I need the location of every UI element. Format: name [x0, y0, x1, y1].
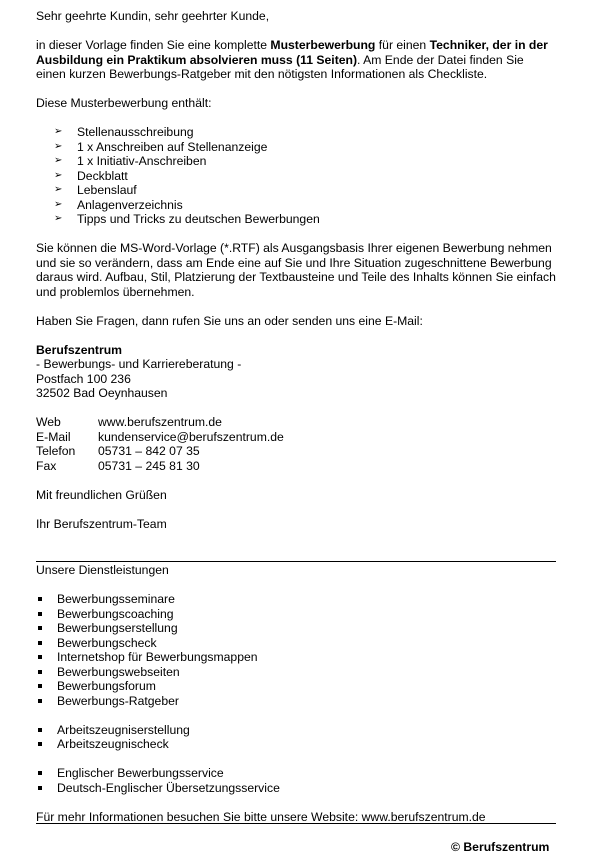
square-bullet-icon [38, 684, 42, 688]
intro-text-2: für einen [375, 38, 430, 52]
signature: Ihr Berufszentrum-Team [36, 516, 167, 531]
divider-bottom [36, 823, 556, 824]
list-item: Bewerbungserstellung [36, 621, 556, 636]
arrow-bullet-icon: ➢ [54, 169, 63, 181]
list-item: ➢ 1 x Anschreiben auf Stellenanzeige [54, 139, 268, 154]
list-item: ➢ Deckblatt [54, 168, 128, 183]
arrow-bullet-icon: ➢ [54, 213, 63, 224]
list-item: ➢ Tipps und Tricks zu deutschen Bewerbungen [54, 212, 320, 226]
services-list-2 [36, 723, 556, 752]
salutation: Sehr geehrte Kundin, sehr geehrter Kunde, [36, 9, 270, 23]
services-list-1 [36, 592, 556, 708]
intro-bold-1: Musterbewerbung [270, 38, 376, 52]
list-item: Internetshop für Bewerbungsmappen [36, 650, 556, 665]
square-bullet-icon [38, 641, 42, 645]
list-item: Bewerbungswebseiten [36, 665, 556, 680]
list-item: Bewerbungsforum [36, 679, 556, 694]
services-list-3 [36, 766, 556, 795]
list-item: ➢ Lebenslauf [54, 183, 137, 197]
intro-text-1: in dieser Vorlage finden Sie eine komplette [36, 38, 271, 52]
intro-paragraph [36, 38, 556, 82]
list-item: Bewerbungs-Ratgeber [36, 694, 556, 709]
arrow-bullet-icon: ➢ [54, 198, 63, 210]
square-bullet-icon [38, 786, 42, 790]
square-bullet-icon [38, 699, 42, 703]
list-item: Arbeitszeugnischeck [36, 737, 556, 752]
closing: Mit freundlichen Grüßen [36, 487, 167, 502]
usage-paragraph: Sie können die MS-Word-Vorlage (*.RTF) als Ausgangsbasis Ihrer eigenen Bewerbung nehmen und sie so verändern, dass am Ende eine auf Sie und Ihre Situation zugeschnittene Bewerbung daraus wird. Aufbau, Stil, Platzierung der Textbausteine und Teile des Inhalts können Sie einfach und problemlos übernehmen. [36, 241, 556, 299]
contact-row-web: Web www.berufszentrum.de [36, 415, 222, 429]
address-line-3: 32502 Bad Oeynhausen [36, 386, 168, 400]
list-item: ➢ 1 x Initiativ-Anschreiben [54, 154, 207, 168]
arrow-bullet-icon: ➢ [54, 126, 63, 137]
contact-row-email: E-Mail kundenservice@berufszentrum.de [36, 429, 284, 444]
square-bullet-icon [38, 597, 42, 601]
arrow-bullet-icon: ➢ [54, 140, 63, 152]
square-bullet-icon [38, 626, 42, 630]
arrow-bullet-icon: ➢ [54, 155, 63, 166]
address-line-1: - Bewerbungs- und Karriereberatung - [36, 357, 242, 371]
copyright: © Berufszentrum [451, 840, 550, 854]
square-bullet-icon [38, 728, 42, 732]
square-bullet-icon [38, 655, 42, 659]
fax-number: 05731 – 245 81 30 [98, 458, 200, 473]
square-bullet-icon [38, 742, 42, 746]
questions-paragraph: Haben Sie Fragen, dann rufen Sie uns an oder senden uns eine E-Mail: [36, 313, 423, 328]
list-item: ➢ Stellenausschreibung [54, 125, 194, 139]
more-info: Für mehr Informationen besuchen Sie bitte unsere Website: www.berufszentrum.de [36, 809, 486, 824]
list-item: Deutsch-Englischer Übersetzungsservice [36, 781, 556, 796]
contents-heading: Diese Musterbewerbung enthält: [36, 96, 212, 110]
address-name: Berufszentrum [36, 342, 123, 357]
list-item: Bewerbungsseminare [36, 592, 556, 607]
document-body [36, 0, 556, 531]
list-item: Bewerbungscheck [36, 636, 556, 651]
contact-row-fax: Fax 05731 – 245 81 30 [36, 458, 200, 473]
contact-row-phone: Telefon 05731 – 842 07 35 [36, 444, 200, 458]
arrow-bullet-icon: ➢ [54, 184, 63, 195]
list-item: ➢ Anlagenverzeichnis [54, 197, 183, 212]
services-heading: Unsere Dienstleistungen [36, 563, 169, 577]
contents-list [54, 125, 556, 227]
intro-text-3: . Am Ende der Datei finden Sie einen kurzen Bewerbungs-Ratgeber mit den nötigsten Informationen als Checkliste. [36, 52, 524, 81]
intro-bold-2: Techniker, der in der Ausbildung ein Praktikum absolvieren muss (11 Seiten) [36, 38, 548, 67]
square-bullet-icon [38, 771, 42, 775]
divider-top [36, 561, 556, 562]
list-item: Englischer Bewerbungsservice [36, 766, 556, 781]
list-item: Arbeitszeugniserstellung [36, 723, 556, 738]
address-line-2: Postfach 100 236 [36, 371, 131, 386]
email-link[interactable]: kundenservice@berufszentrum.de [98, 429, 284, 444]
services-section [36, 563, 556, 824]
square-bullet-icon [38, 612, 42, 616]
phone-number: 05731 – 842 07 35 [98, 444, 200, 458]
list-item: Bewerbungscoaching [36, 607, 556, 622]
square-bullet-icon [38, 670, 42, 674]
website-link[interactable]: www.berufszentrum.de [98, 415, 222, 429]
